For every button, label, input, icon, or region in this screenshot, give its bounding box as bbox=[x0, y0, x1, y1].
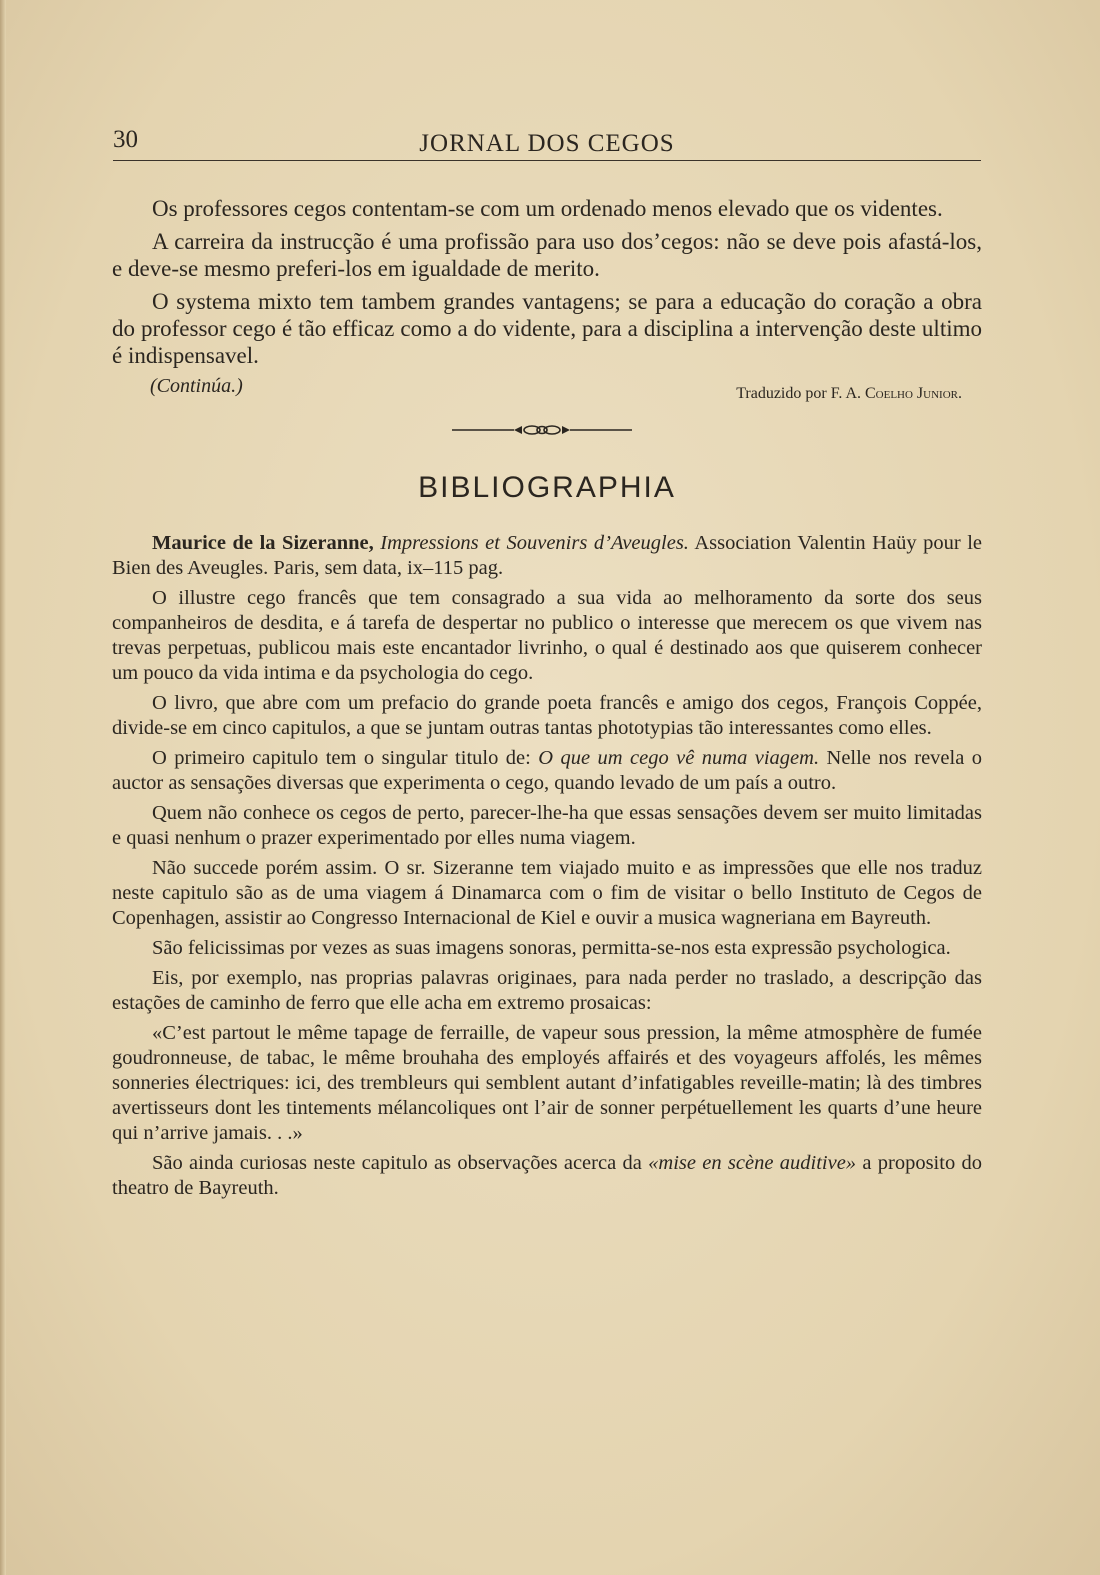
text-run: São ainda curiosas neste capitulo as observações acerca da bbox=[152, 1152, 649, 1174]
section-divider-ornament bbox=[452, 423, 632, 437]
article-continuation bbox=[112, 195, 982, 419]
bibliography-entry bbox=[112, 531, 982, 581]
quoted-phrase: «mise en scène auditive» bbox=[648, 1152, 857, 1174]
header-rule bbox=[113, 160, 981, 161]
entry-publication: Association Valentin Haüy pour le Bien des Aveugles. Paris, sem data, ix–115 pag. bbox=[112, 532, 983, 579]
translator-name: F. A. Coelho Junior. bbox=[830, 385, 962, 402]
paragraph: Os professores cegos contentam-se com um ordenado menos elevado que os videntes. bbox=[152, 196, 943, 221]
paragraph: Eis, por exemplo, nas proprias palavras originaes, para nada perder no traslado, a descripção das estações de caminho de ferro que elle acha em extremo prosaicas: bbox=[112, 967, 982, 1014]
paragraph: São felicissimas por vezes as suas imagens sonoras, permitta-se-nos esta expressão psychologica. bbox=[152, 937, 951, 959]
text-run: Nelle nos revela o auctor as sensações diversas que experimenta o cego, quando levado de um país a outro. bbox=[112, 747, 982, 794]
quoted-paragraph: «C’est partout le même tapage de ferraille, de vapeur sous pression, la même atmosphère de fumée goudronneuse, de tabac, le même brouhaha des employés affairés et des voyageurs affolés, les mêmes sonneries électriques: ici, des trembleurs qui semblent autant d’infatigables reveille-matin; là des timbres avertisseurs dont les tintements mélancoliques ont l’air de sonner perpétuellement les quarts d’une heure qui n’arrive jamais. . .» bbox=[112, 1022, 982, 1144]
paragraph: O livro, que abre com um prefacio do grande poeta francês e amigo dos cegos, François Coppée, divide-se em cinco capitulos, a que se juntam outras tantas phototypias tão interessantes como elles. bbox=[112, 692, 982, 739]
continua-note: (Continúa.) bbox=[150, 375, 243, 397]
text-run: a proposito do theatro de Bayreuth. bbox=[112, 1152, 983, 1199]
chapter-title: O que um cego vê numa viagem. bbox=[538, 747, 820, 769]
text-run: O primeiro capitulo tem o singular titulo de: bbox=[152, 747, 539, 769]
page-header bbox=[113, 126, 981, 166]
paragraph bbox=[112, 1151, 982, 1201]
paragraph: O illustre cego francês que tem consagrado a sua vida ao melhoramento da sorte dos seus companheiros de desdita, e á tarefa de despertar no publico o interesse que merecem os que vivem nas trevas perpetuas, publicou mais este encantador livrinho, o qual é destinado aos que quiserem conhecer um pouco da vida intima e da psychologia do cego. bbox=[112, 587, 982, 684]
paragraph: A carreira da instrucção é uma profissão para uso dos’cegos: não se deve pois afastá-los, e deve-se mesmo preferi-los em igualdade de merito. bbox=[112, 229, 982, 281]
paragraph bbox=[112, 746, 982, 796]
translator-prefix: Traduzido por bbox=[736, 385, 831, 402]
bibliography-section bbox=[112, 471, 982, 1201]
page-edge-shadow bbox=[0, 0, 6, 1575]
entry-author: Maurice de la Sizeranne, bbox=[152, 532, 374, 554]
translator-credit bbox=[736, 385, 962, 403]
paragraph: O systema mixto tem tambem grandes vantagens; se para a educação do coração a obra do professor cego é tão efficaz como a do vidente, para a disciplina a intervenção deste ultimo é indispensavel. bbox=[112, 289, 982, 368]
entry-work-title: Impressions et Souvenirs d’Aveugles. bbox=[380, 532, 689, 554]
paragraph: Quem não conhece os cegos de perto, parecer-lhe-ha que essas sensações devem ser muito limitadas e quasi nenhum o prazer experimentado por elles numa viagem. bbox=[112, 802, 982, 849]
page-number: 30 bbox=[113, 126, 138, 153]
section-title: BIBLIOGRAPHIA bbox=[418, 471, 676, 504]
paragraph: Não succede porém assim. O sr. Sizeranne tem viajado muito e as impressões que elle nos traduz neste capitulo são as de uma viagem á Dinamarca com o fim de visitar o bello Instituto de Cegos de Copenhagen, assistir ao Congresso Internacional de Kiel e ouvir a musica wagneriana em Bayreuth. bbox=[112, 857, 982, 929]
running-title: JORNAL DOS CEGOS bbox=[419, 130, 675, 157]
signoff bbox=[112, 373, 982, 419]
page-body bbox=[112, 195, 982, 1201]
